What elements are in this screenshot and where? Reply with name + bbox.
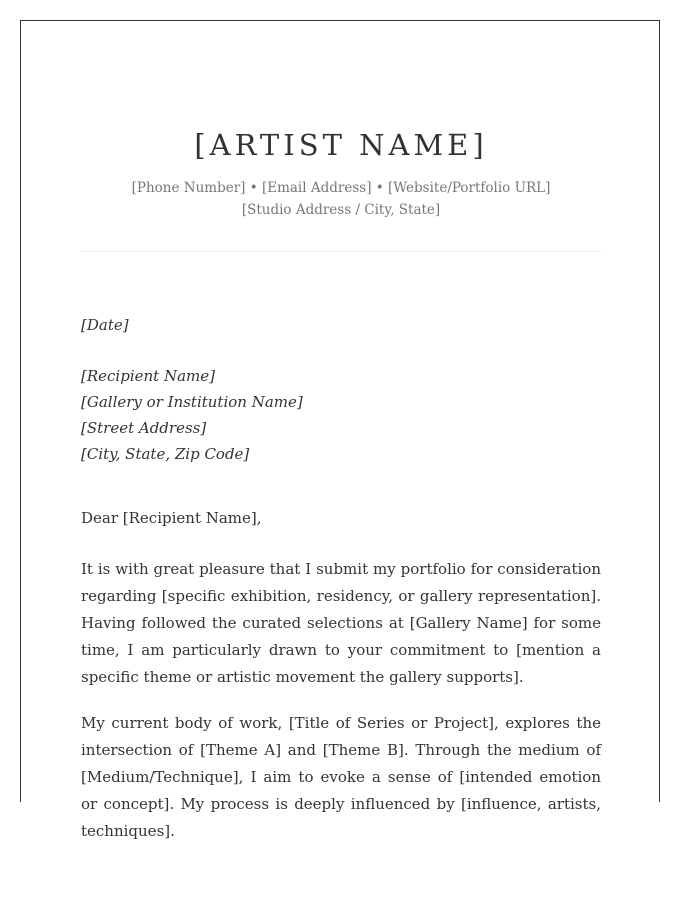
letter-date: [Date]: [81, 316, 129, 334]
contact-info-line: [Phone Number] • [Email Address] • [Website/Portfolio URL]: [131, 180, 551, 196]
recipient-name: [Recipient Name]: [81, 367, 215, 385]
body-paragraph: It is with great pleasure that I submit my portfolio for consideration regarding [specific exhibition, residency, or gallery representation]. Having followed the curated selections at [Gallery Name] for some time, I am particularly drawn to your commitment to [mention a specific theme or artistic movement the gallery supports].: [81, 560, 601, 686]
recipient-address-block: [81, 363, 601, 467]
body-paragraph: My current body of work, [Title of Series or Project], explores the intersection of [Theme A] and [Theme B]. Through the medium of [Medium/Technique], I aim to evoke a sense of [intended emotion or concept]. My process is deeply influenced by [influence, artists, techniques].: [81, 714, 601, 840]
letter-page: [20, 20, 660, 840]
salutation: Dear [Recipient Name],: [81, 509, 262, 527]
header-divider: [81, 251, 601, 252]
artist-name-heading: [ARTIST NAME]: [194, 128, 488, 162]
recipient-street: [Street Address]: [81, 419, 207, 437]
studio-address-line: [Studio Address / City, State]: [241, 202, 441, 218]
recipient-institution: [Gallery or Institution Name]: [81, 393, 303, 411]
recipient-city-state-zip: [City, State, Zip Code]: [81, 445, 250, 463]
